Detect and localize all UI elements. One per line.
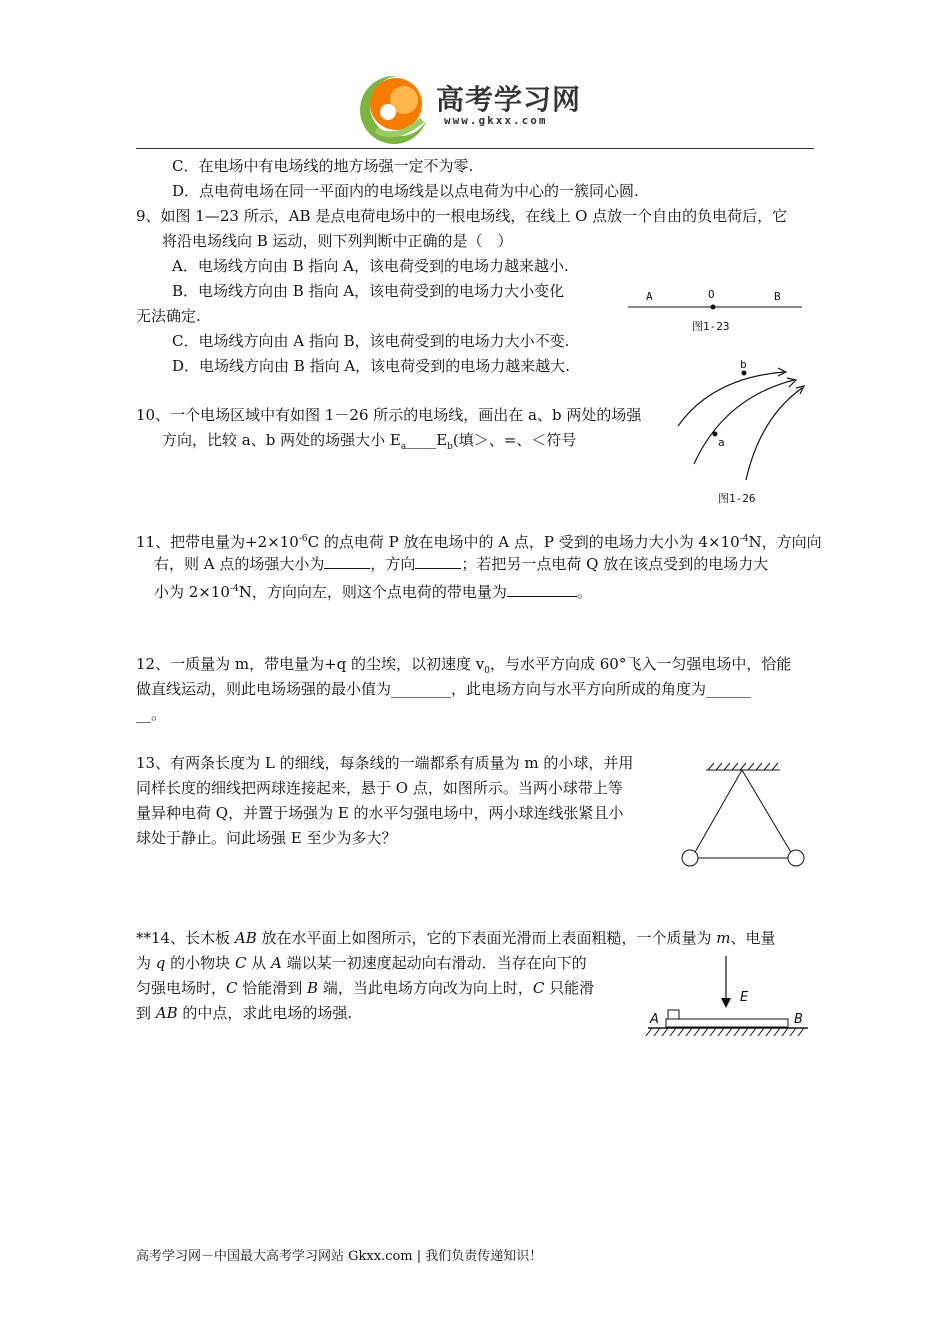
fig23-label-b: B (774, 290, 781, 303)
q14-var-c-3: C (532, 979, 545, 997)
q10-blank: ____E (406, 431, 448, 449)
two-ball-triangle-diagram (676, 758, 810, 870)
q11-text-3b: N，方向向左，则这个点电荷的带电量为 (238, 583, 507, 601)
q9-option-b-cont: 无法确定. (136, 307, 201, 325)
q11-line3 (154, 578, 592, 603)
q14-line4 (136, 1002, 352, 1024)
q14-var-b: B (307, 979, 319, 997)
q11-exp-2: -4 (739, 534, 749, 544)
q14-text-2c: 从 (246, 954, 271, 972)
header-divider (136, 148, 814, 149)
q14-var-ab: AB (234, 929, 257, 947)
q14-fig-label-a: A (650, 1012, 659, 1027)
q14-line2 (136, 952, 587, 974)
q13-line1: 13、有两条长度为 L 的细线，每条线的一端都系有质量为 m 的小球，并用 (136, 754, 634, 772)
fig26-label-a: a (718, 436, 725, 449)
q9-option-b: B．电场线方向由 B 指向 A，该电荷受到的电场力大小变化 (172, 282, 565, 300)
fig23-label-a: A (646, 290, 653, 303)
q13-line3: 量异种电荷 Q，并置于场强为 E 的水平匀强电场中，两小球连线张紧且小 (136, 804, 624, 822)
q14-var-q: q (155, 954, 166, 972)
q9-option-a: A．电场线方向由 B 指向 A，该电荷受到的电场力越来越小. (172, 257, 569, 275)
q12-line3: __。 (136, 705, 167, 723)
q14-text-3c: 端，当此电场方向改为向上时， (318, 979, 533, 997)
figure-1-23 (626, 286, 806, 336)
board-on-ground-diagram (644, 950, 814, 1042)
q14-text-4a: 到 (136, 1004, 156, 1022)
figure-1-26 (672, 356, 812, 512)
q10-sub-b: b (447, 442, 453, 452)
q10-text-post: (填＞、=、＜符号 (452, 431, 577, 449)
fig26-caption: 图1-26 (718, 492, 756, 505)
q14-var-a: A (270, 954, 282, 972)
q11-text-1b: C 的点电荷 P 放在电场中的 A 点，P 受到的电场力大小为 4×10 (307, 533, 740, 551)
q11-blank-charge (507, 596, 577, 597)
fig23-label-o: O (708, 288, 715, 301)
q14-text-2b: 的小物块 (165, 954, 235, 972)
q11-text-1a: 11、把带电量为+2×10 (136, 533, 299, 551)
q14-fig-label-e: E (740, 990, 749, 1005)
q10-sub-a: a (400, 442, 407, 452)
q8-option-c: C．在电场中有电场线的地方场强一定不为零. (172, 157, 474, 175)
q14-text-2d: 端以某一初速度起动向右滑动．当存在向下的 (281, 954, 587, 972)
q10-text-pre: 方向，比较 a、b 两处的场强大小 E (162, 431, 401, 449)
q14-text-2a: 为 (136, 954, 156, 972)
q14-var-m: m (716, 929, 731, 947)
q14-text-3d: 只能滑 (544, 979, 595, 997)
q13-line2: 同样长度的细线把两球连接起来，悬于 O 点，如图所示。当两小球带上等 (136, 779, 623, 797)
q9-stem-line1: 9、如图 1—23 所示，AB 是点电荷电场中的一根电场线，在线上 O 点放一个自由的负电荷后，它 (136, 207, 788, 225)
logo-icon (356, 70, 436, 148)
q12-text-1b: ，与水平方向成 60°飞入一匀强电场中，恰能 (490, 655, 792, 673)
q11-exp-1: -6 (298, 534, 308, 544)
q13-figure (676, 758, 810, 870)
q11-blank-field-strength (324, 568, 370, 569)
q9-stem-line2: 将沿电场线向 B 运动，则下列判断中正确的是（ ） (162, 232, 513, 250)
logo-url: www.gkxx.com (444, 114, 548, 127)
q14-text-1b: 放在水平面上如图所示，它的下表面光滑而上表面粗糙，一个质量为 (256, 929, 717, 947)
q12-text-1a: 12、一质量为 m，带电量为+q 的尘埃，以初速度 v (136, 655, 485, 673)
q11-text-2c: ；若把另一点电荷 Q 放在该点受到的电场力大 (461, 555, 769, 573)
q14-figure (644, 950, 814, 1042)
q14-text-3b: 恰能滑到 (237, 979, 308, 997)
q14-text-1c: 、电量 (730, 929, 776, 947)
q12-sub-0: 0 (484, 666, 490, 676)
q9-option-c: C．电场线方向由 A 指向 B，该电荷受到的电场力大小不变. (172, 332, 570, 350)
q11-text-3c: 。 (576, 583, 592, 601)
fig23-caption: 图1-23 (692, 320, 730, 333)
q11-exp-3: -4 (229, 584, 239, 594)
q14-var-c-2: C (226, 979, 238, 997)
q11-text-1c: N，方向向 (748, 533, 822, 551)
header-logo (356, 70, 606, 148)
q14-fig-label-b: B (794, 1012, 803, 1027)
q10-stem-line2 (162, 429, 576, 458)
q14-var-c: C (234, 954, 247, 972)
q14-text-3a: 匀强电场时， (136, 979, 227, 997)
q14-text-4b: 的中点，求此电场的场强. (177, 1004, 353, 1022)
q14-line1 (136, 927, 776, 949)
q11-text-3a: 小为 2×10 (154, 583, 230, 601)
q11-blank-direction (415, 568, 461, 569)
fig26-label-b: b (740, 358, 747, 371)
logo-title: 高考学习网 (436, 83, 582, 116)
q13-line4: 球处于静止。问此场强 E 至少为多大？ (136, 829, 397, 847)
q11-text-2a: 右，则 A 点的场强大小为 (154, 555, 325, 573)
q9-option-d: D．电场线方向由 B 指向 A，该电荷受到的电场力越来越大. (172, 357, 570, 375)
q10-stem-line1: 10、一个电场区域中有如图 1－26 所示的电场线，画出在 a、b 两处的场强 (136, 406, 642, 424)
q14-line3 (136, 977, 594, 999)
page-footer: 高考学习网－中国最大高考学习网站 Gkxx.com | 我们负责传递知识！ (136, 1249, 543, 1264)
q14-var-ab-2: AB (155, 1004, 178, 1022)
q14-text-1a: **14、长木板 (136, 929, 235, 947)
q11-text-2b: ，方向 (370, 555, 416, 573)
q8-option-d: D．点电荷电场在同一平面内的电场线是以点电荷为中心的一簇同心圆. (172, 182, 639, 200)
q11-line2 (154, 553, 768, 575)
q11-line1 (136, 528, 822, 553)
q12-line2: 做直线运动，则此电场场强的最小值为________，此电场方向与水平方向所成的角度为______ (136, 680, 752, 698)
curved-field-lines (672, 356, 812, 512)
